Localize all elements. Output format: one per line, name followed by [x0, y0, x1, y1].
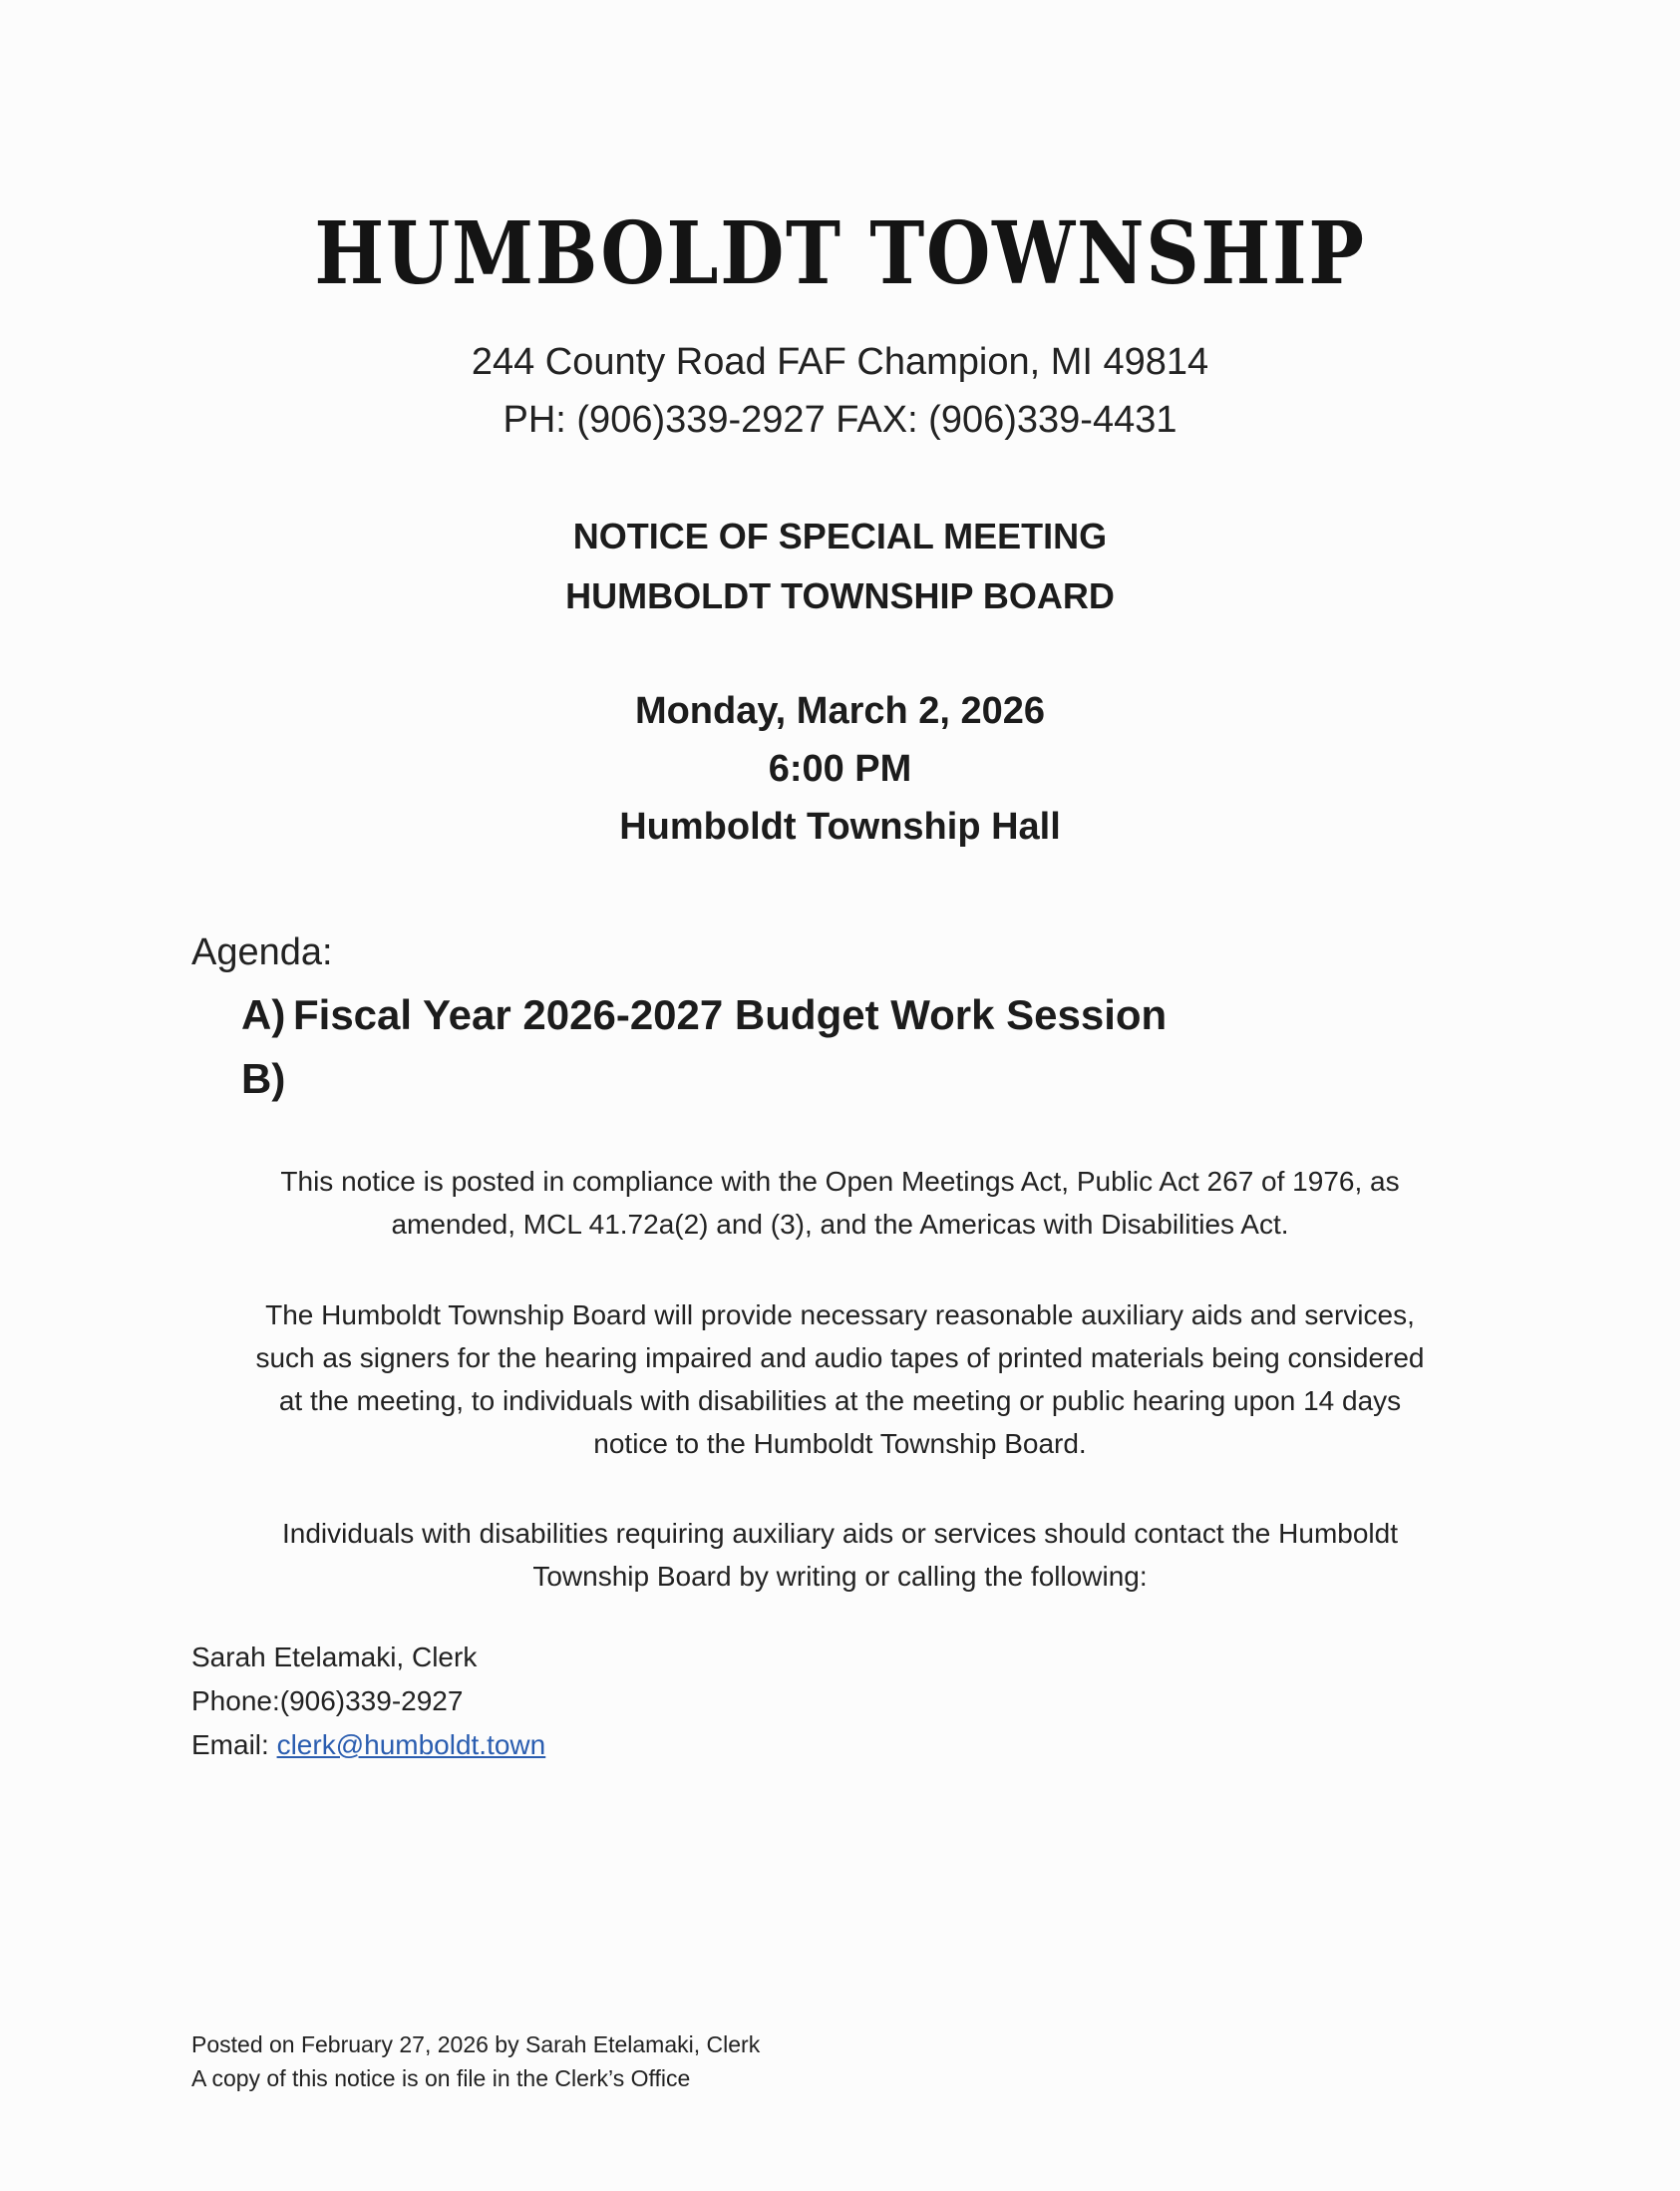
contact-phone: Phone:(906)339-2927: [191, 1685, 464, 1716]
aids-line: such as signers for the hearing impaired and audio tapes of printed materials being considered: [255, 1342, 1425, 1373]
meeting-location: Humboldt Township Hall: [619, 806, 1061, 848]
agenda-item-text: Fiscal Year 2026-2027 Budget Work Session: [293, 991, 1168, 1038]
contact-intro-line: Individuals with disabilities requiring auxiliary aids or services should contact the Humboldt: [282, 1518, 1398, 1549]
contact-intro-line: Township Board by writing or calling the following:: [532, 1561, 1148, 1592]
footer-copy-note: A copy of this notice is on file in the Clerk’s Office: [191, 2065, 691, 2091]
contact-intro-paragraph: [189, 1512, 1491, 1598]
aids-line: notice to the Humboldt Township Board.: [593, 1428, 1087, 1459]
agenda-item-marker: B): [241, 1055, 286, 1102]
aids-line: at the meeting, to individuals with disabilities at the meeting or public hearing upon 14 days: [278, 1385, 1402, 1416]
contact-email-label: Email:: [191, 1729, 277, 1760]
meeting-time: 6:00 PM: [768, 748, 912, 790]
agenda-item: [241, 1055, 293, 1103]
contact-name: Sarah Etelamaki, Clerk: [191, 1642, 478, 1672]
agenda-item: [241, 991, 1167, 1039]
agenda-item-marker: A): [241, 991, 286, 1038]
org-name-heading: HUMBOLDT TOWNSHIP: [314, 203, 1366, 304]
notice-title-line1: NOTICE OF SPECIAL MEETING: [572, 516, 1108, 556]
footer-posted: Posted on February 27, 2026 by Sarah Etelamaki, Clerk: [191, 2031, 761, 2057]
agenda-label: Agenda:: [191, 931, 333, 973]
compliance-paragraph: [189, 1160, 1491, 1246]
compliance-line: amended, MCL 41.72a(2) and (3), and the Americas with Disabilities Act.: [391, 1209, 1289, 1240]
aids-line: The Humboldt Township Board will provide necessary reasonable auxiliary aids and services,: [265, 1299, 1415, 1330]
meeting-date: Monday, March 2, 2026: [634, 690, 1046, 732]
contact-email-link[interactable]: clerk@humboldt.town: [276, 1729, 546, 1760]
contact-email-line: [191, 1729, 545, 1761]
org-address: 244 County Road FAF Champion, MI 49814: [471, 341, 1209, 383]
org-phone-fax: PH: (906)339-2927 FAX: (906)339-4431: [503, 399, 1177, 441]
notice-title-line2: HUMBOLDT TOWNSHIP BOARD: [565, 575, 1115, 616]
auxiliary-aids-paragraph: [189, 1293, 1491, 1465]
compliance-line: This notice is posted in compliance with the Open Meetings Act, Public Act 267 of 1976, as: [280, 1166, 1400, 1197]
